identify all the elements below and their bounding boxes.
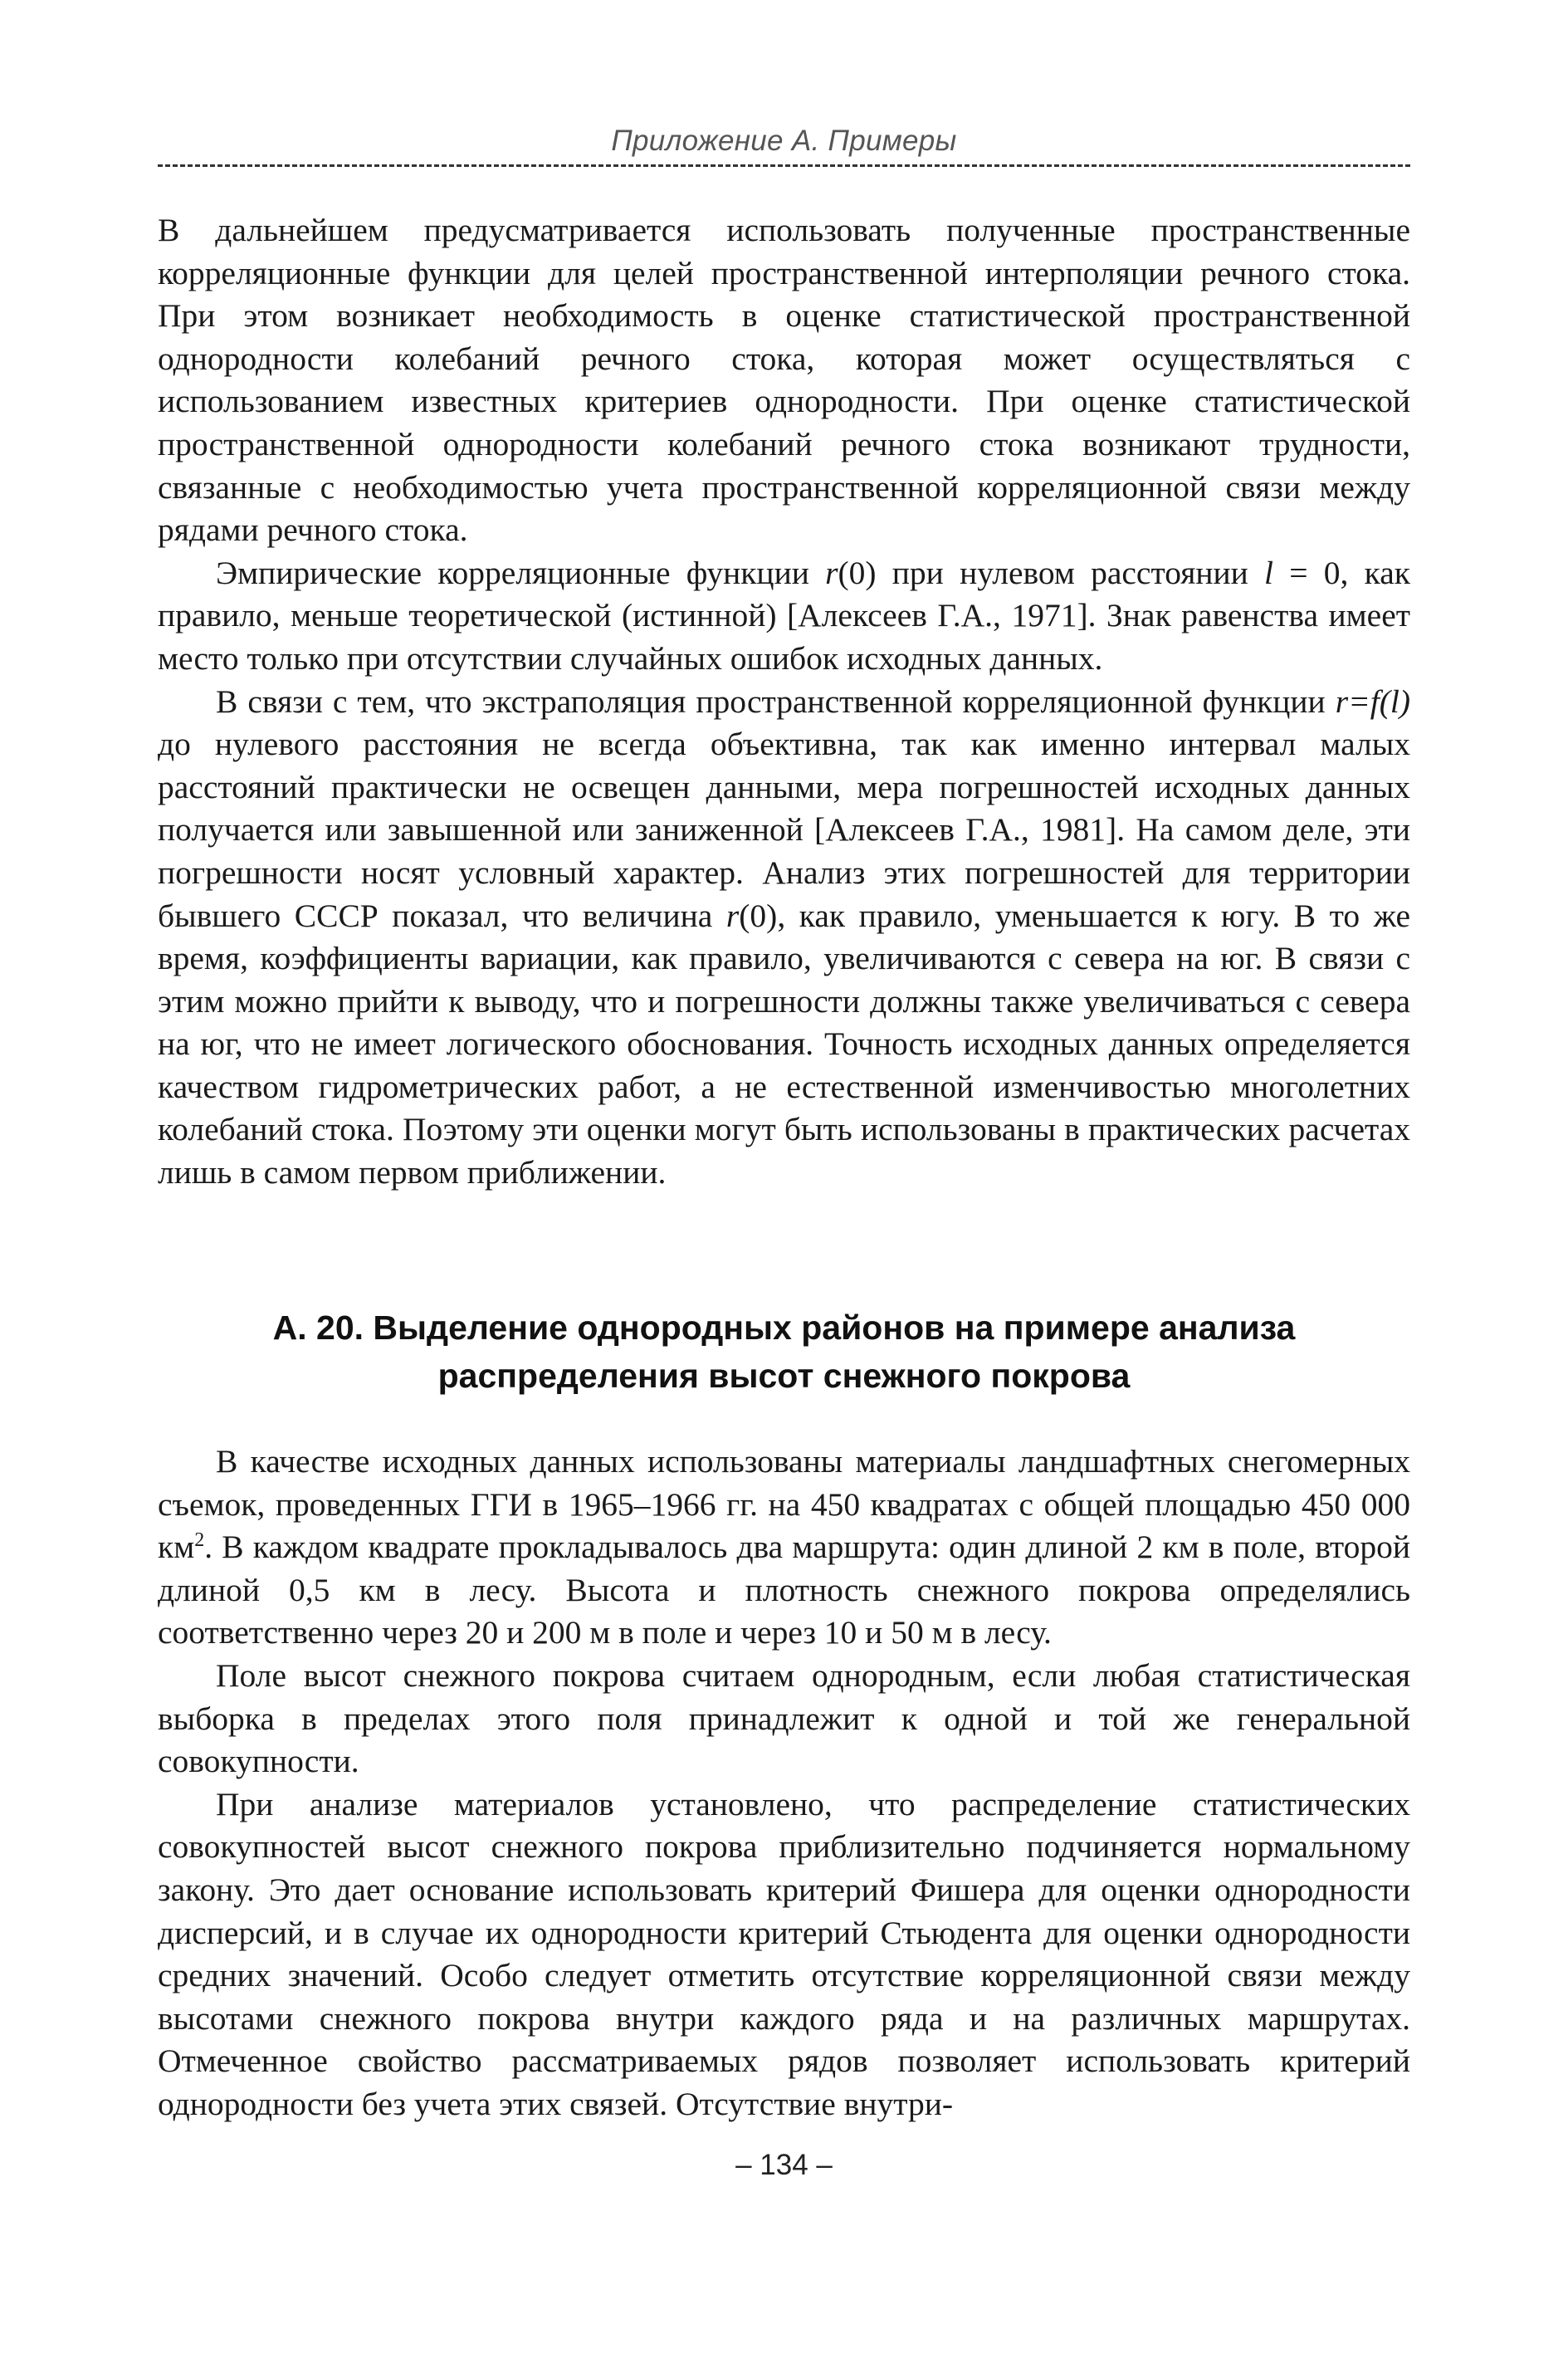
section-heading (158, 1304, 1410, 1400)
paragraph-6: При анализе материалов установлено, что распределение статистических совокупностей высот снежного покрова приблизительно подчиняется нормальному закону. Это дает основание использовать критерий Фишера для оценки однородности дисперсий, и в случае их однородности критерий Стьюдента для оценки однородности средних значений. Особо следует отметить отсутствие корреляционной связи между высотами снежного покрова внутри каждого ряда и на различных маршрутах. Отмеченное свойство рассматриваемых рядов позволяет использовать критерий однородности без учета этих связей. Отсутствие внутри- (158, 1785, 1410, 2122)
header-dashed-rule (158, 164, 1410, 167)
paragraph-3: В связи с тем, что экстраполяция пространственной корреляционной функции r=f(l) до нулевого расстояния не всегда объективна, так как именно интервал малых расстояний практически не освещен данными, мера погрешностей исходных данных получается или завышенной или заниженной [Алексеев Г.А., 1981]. На самом деле, эти погрешности носят условный характер. Анализ этих погрешностей для территории бывшего СССР показал, что величина r(0), как правило, уменьшается к югу. В то же время, коэффициенты вариации, как правило, увеличиваются с севера на юг. В связи с этим можно прийти к выводу, что и погрешности должны также увеличиваться с севера на юг, что не имеет логического обоснования. Точность исходных данных определяется качеством гидрометрических работ, а не естественной изменчивостью многолетних колебаний стока. Поэтому эти оценки могут быть использованы в практических расчетах лишь в самом первом приближении. (158, 682, 1411, 1191)
section-body-2 (158, 1441, 1410, 2126)
formula-r-f-l: r=f(l) (1335, 682, 1410, 720)
section-body-1 (158, 209, 1410, 1195)
running-head: Приложение А. Примеры (611, 125, 957, 157)
symbol-l: l (1264, 554, 1274, 591)
paragraph-5: Поле высот снежного покрова считаем однородным, если любая статистическая выборка в пределах этого поля принадлежит к одной и той же генеральной совокупности. (158, 1656, 1410, 1780)
paragraph-1: В дальнейшем предусматривается использовать полученные пространственные корреляционные функции для целей пространственной интерполяции речного стока. При этом возникает необходимость в оценке статистической пространственной однородности колебаний речного стока, которая может осуществляться с использованием известных критериев однородности. При оценке статистической пространственной однородности колебаний речного стока возникают трудности, связанные с необходимостью учета пространственной корреляционной связи между рядами речного стока. (158, 212, 1410, 549)
page-number: – 134 – (735, 2149, 833, 2181)
section-heading-line-2: распределения высот снежного покрова (437, 1357, 1131, 1395)
paragraph-2: Эмпирические корреляционные функции r(0) при нулевом расстоянии l = 0, как правило, меньше теоретической (истинной) [Алексеев Г.А., 1971]. Знак равенства имеет место только при отсутствии случайных ошибок исходных данных. (158, 554, 1410, 677)
symbol-r: r (825, 554, 838, 591)
symbol-r: r (725, 897, 740, 934)
superscript-2: 2 (194, 1529, 205, 1552)
paragraph-4: В качестве исходных данных использованы материалы ландшафтных снегомерных съемок, проведенных ГГИ в 1965–1966 гг. на 450 квадратах с общей площадью 450 000 $км^2$. В каждом квадрате прокладывалось два маршрута: один длиной 2 км в поле, второй длиной 0,5 км в лесу. Высота и плотность снежного покрова определялись соответственно через 20 и 200 м в поле и через 10 и 50 м в лесу. (158, 1443, 1410, 1651)
section-heading-line-1: А. 20. Выделение однородных районов на примере анализа (272, 1309, 1296, 1347)
